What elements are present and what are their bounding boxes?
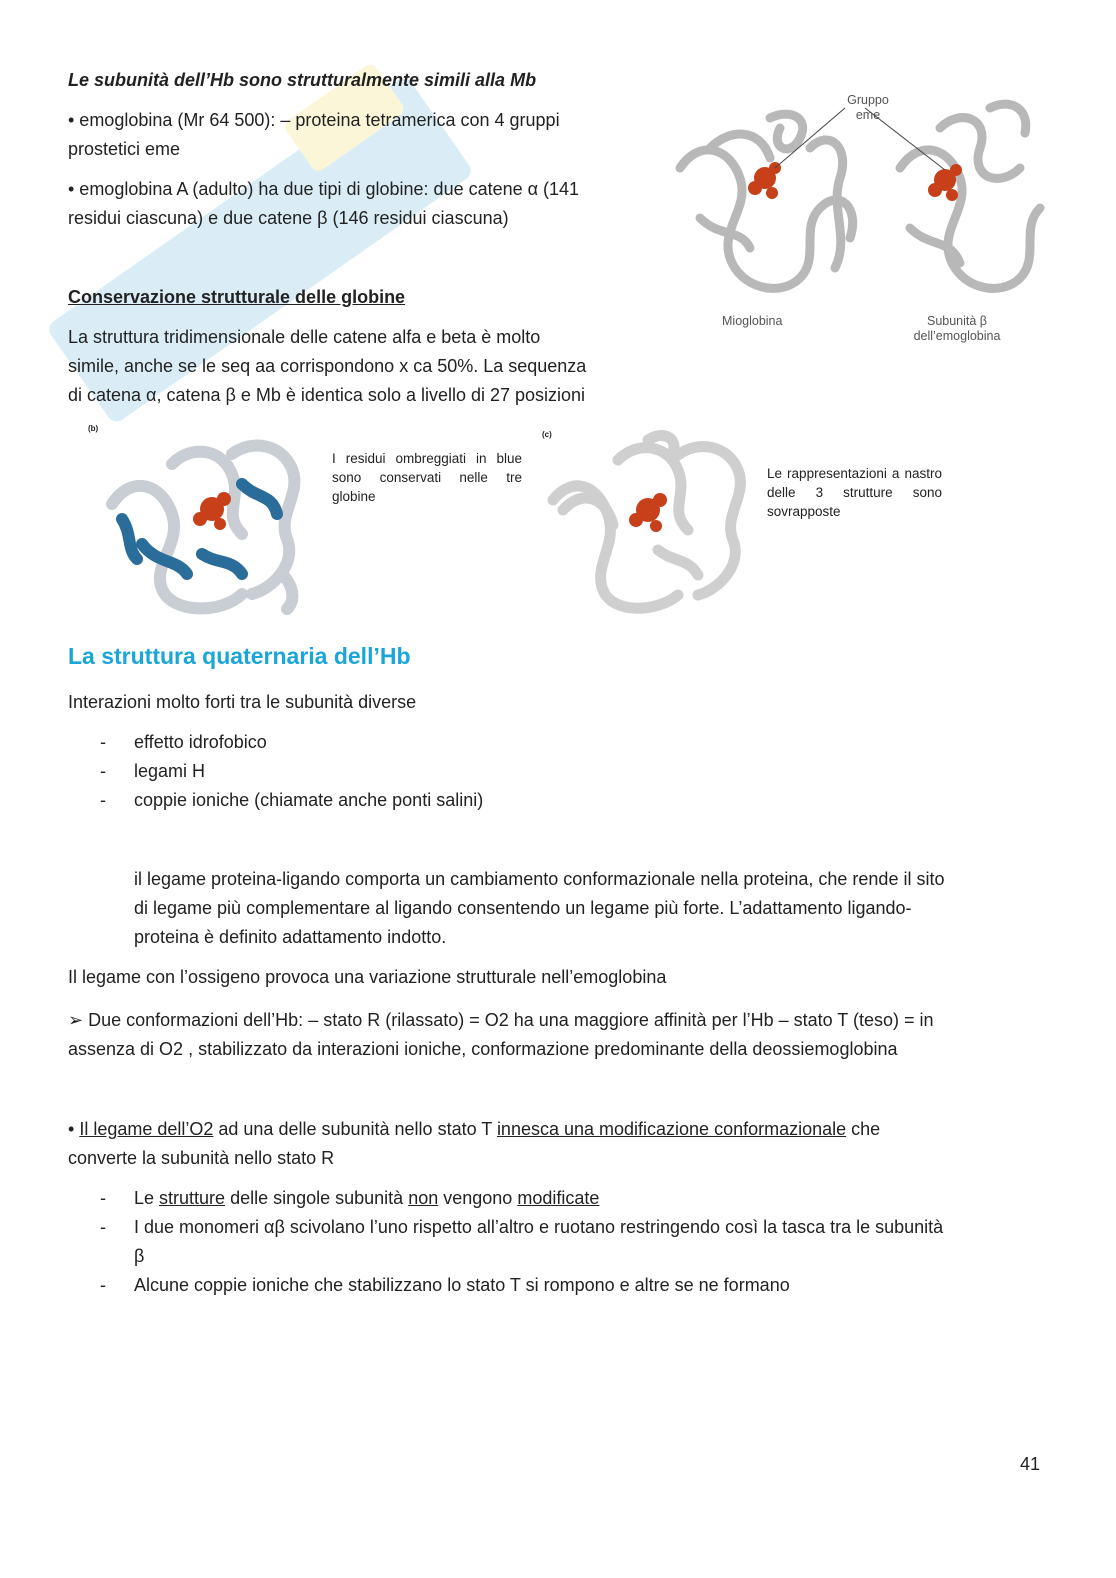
label-myoglobin: Mioglobina — [722, 314, 783, 328]
conserved-residues-ribbon — [82, 424, 322, 620]
label-heme-group: Gruppo eme — [847, 93, 889, 122]
heading-structural-conservation: Conservazione strutturale delle globine — [68, 287, 406, 307]
induced-fit-line1: il legame proteina-ligando comporta un cambiamento conformazionale nella proteina, che rende il sito — [134, 869, 945, 889]
para-conservation-line2: simile, anche se le seq aa corrispondono x ca 50%. La sequenza — [68, 356, 587, 376]
para-conservation-line3: di catena α, catena β e Mb è identica solo a livello di 27 posizioni — [68, 385, 586, 405]
caption-conserved-residues: I residui ombreggiati in blue sono conservati nelle tre globine — [332, 451, 522, 504]
list-item-continuation: β — [134, 1246, 145, 1266]
panel-c-label: (c) — [542, 430, 552, 439]
induced-fit-line3: proteina è definito adattamento indotto. — [134, 927, 447, 947]
page-number: 41 — [1020, 1454, 1041, 1474]
list-dash: - — [100, 1275, 106, 1295]
induced-fit-line2: di legame più complementare al ligando consentendo un legame più forte. L’adattamento ligando- — [134, 898, 912, 918]
para-o2-trigger-line2: converte la subunità nello stato R — [68, 1148, 335, 1168]
heading-quaternary-structure: La struttura quaternaria dell’Hb — [68, 643, 411, 669]
bullet-hemoglobin-line2: prostetici eme — [68, 139, 181, 159]
label-beta-subunit: Subunità β dell’emoglobina — [913, 314, 1001, 343]
list-dash: - — [100, 1217, 106, 1237]
panel-b-label: (b) — [88, 424, 99, 433]
para-oxygen-binding: Il legame con l’ossigeno provoca una variazione strutturale nell’emoglobina — [68, 967, 667, 987]
bullet-hemoglobin-line1: • emoglobina (Mr 64 500): – proteina tetramerica con 4 gruppi — [68, 110, 560, 130]
bullet-hba-line2: residui ciascuna) e due catene β (146 residui ciascuna) — [68, 208, 509, 228]
para-o2-trigger-line1: • Il legame dell’O2 ad una delle subunità nello stato T innesca una modificazione conformazionale che — [68, 1119, 881, 1139]
figure-panel-c — [538, 430, 768, 616]
caption-superimposed: Le rappresentazioni a nastro delle 3 strutture sono sovrapposte — [767, 466, 942, 519]
list-dash: - — [100, 790, 106, 810]
list-dash: - — [100, 761, 106, 781]
figure-myoglobin-vs-subunit — [660, 88, 1050, 348]
para-conservation-line1: La struttura tridimensionale delle catene alfa e beta è molto — [68, 327, 541, 347]
list-dash: - — [100, 732, 106, 752]
para-conformations-line2: assenza di O2 , stabilizzato da interazioni ioniche, conformazione predominante della deossiemoglobina — [68, 1039, 898, 1059]
list-conformational-changes: - Le strutture delle singole subunità non vengono modificate - I due monomeri αβ scivolano l’uno rispetto all’altro e ruotano restringendo così la tasca tra le subunità β - Alcune coppie ioniche che stabilizzano lo stato T si rompono e altre se ne formano — [68, 1184, 1048, 1304]
figure-panel-b — [82, 424, 322, 620]
superimposed-ribbons — [538, 430, 768, 616]
list-dash: - — [100, 1188, 106, 1208]
list-interactions: - effetto idrofobico - legami H - coppie ioniche (chiamate anche ponti salini) — [68, 728, 1048, 818]
para-conformations-line1: ➢ Due conformazioni dell’Hb: – stato R (rilassato) = O2 ha una maggiore affinità per l’Hb – stato T (teso) = in — [68, 1010, 934, 1030]
bullet-hba-line1: • emoglobina A (adulto) ha due tipi di globine: due catene α (141 — [68, 179, 580, 199]
intro-strong-interactions: Interazioni molto forti tra le subunità diverse — [68, 692, 417, 712]
heading-subunits: Le subunità dell’Hb sono strutturalmente simili alla Mb — [68, 70, 537, 90]
